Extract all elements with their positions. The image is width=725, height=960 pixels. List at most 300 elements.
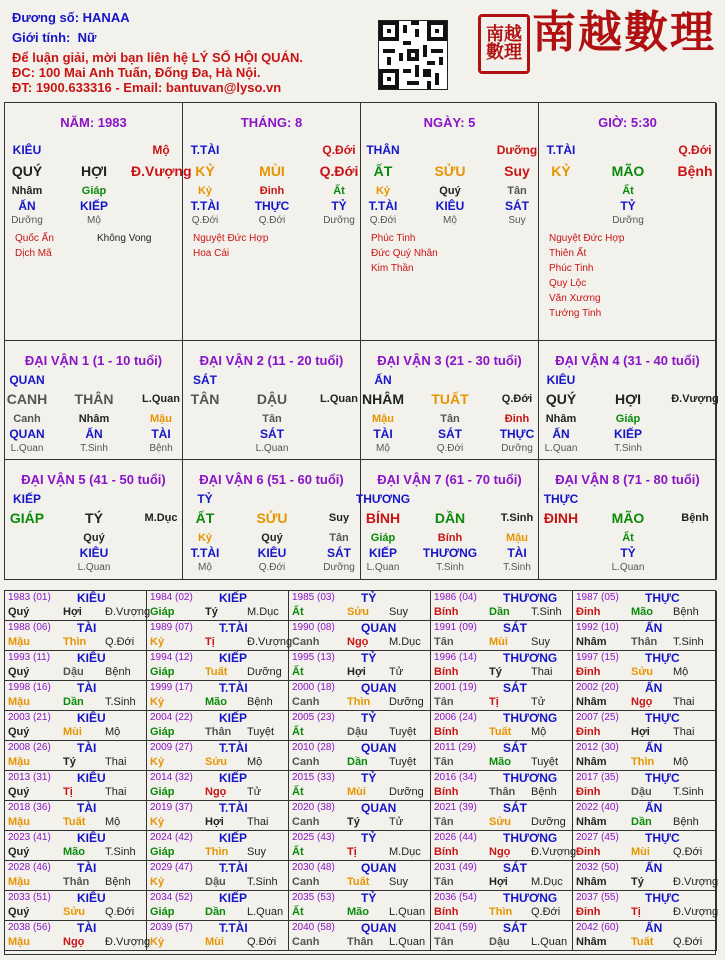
- year-branch: Dậu: [489, 936, 510, 948]
- year-god: TÀI: [77, 681, 97, 695]
- star-name: Thiên Ất: [549, 248, 587, 259]
- pillar-cell-text: ẤT: [373, 163, 393, 179]
- year-cell[interactable]: [5, 681, 147, 711]
- year-cell[interactable]: [5, 771, 147, 801]
- year-god: QUAN: [361, 921, 397, 935]
- dai-van-5[interactable]: [5, 460, 183, 580]
- hidden-god: TỶ: [620, 546, 636, 560]
- dai-van-1[interactable]: [5, 341, 183, 460]
- hidden-god: THỰC: [499, 427, 535, 441]
- dai-van-stem: BÍNH: [365, 510, 401, 526]
- year-stem: Ất: [292, 786, 304, 798]
- year-cell[interactable]: [147, 861, 289, 891]
- year-label: 2025 (43): [292, 832, 335, 843]
- year-label: 2007 (25): [576, 712, 619, 723]
- year-branch: Mão: [205, 696, 227, 708]
- hidden-phase: L.Quan: [255, 443, 289, 454]
- year-cell[interactable]: [573, 591, 717, 621]
- year-cell[interactable]: [147, 921, 289, 951]
- year-god: QUAN: [361, 741, 397, 755]
- hidden-stem: Ất: [622, 532, 634, 544]
- year-cell[interactable]: [431, 651, 573, 681]
- year-branch: Hợi: [347, 666, 366, 678]
- year-label: 2027 (45): [576, 832, 619, 843]
- year-stem: Giáp: [150, 846, 175, 858]
- year-god: TỶ: [361, 831, 377, 845]
- year-phase: T.Sinh: [673, 786, 704, 798]
- year-phase: Bệnh: [247, 696, 273, 708]
- year-god: KIẾP: [219, 651, 248, 665]
- year-stem: Bính: [434, 606, 459, 618]
- year-phase: Bệnh: [673, 606, 699, 618]
- hidden-stem: Mậu: [372, 413, 394, 425]
- year-cell[interactable]: [573, 621, 717, 651]
- year-label: 2041 (59): [434, 922, 477, 933]
- year-phase: Tử: [389, 816, 404, 828]
- year-label: 1986 (04): [434, 592, 477, 603]
- year-phase: Thai: [673, 696, 695, 708]
- pillar-cell-text: QUÝ: [11, 163, 43, 179]
- year-cell[interactable]: [431, 861, 573, 891]
- pillar-cell-text: Suy: [504, 163, 530, 179]
- year-stem: Nhâm: [576, 876, 607, 888]
- star-name: Văn Xương: [549, 293, 601, 304]
- year-god: T.TÀI: [219, 681, 248, 695]
- dai-van-god: QUAN: [9, 373, 45, 387]
- year-cell[interactable]: [147, 891, 289, 921]
- year-stem: Đinh: [576, 666, 601, 678]
- year-god: T.TÀI: [219, 921, 248, 935]
- year-cell[interactable]: [5, 621, 147, 651]
- pillar-cell-text: Q.Đới: [369, 215, 397, 226]
- pillar-cell-text: ẤN: [18, 199, 36, 213]
- year-cell[interactable]: [5, 861, 147, 891]
- year-stem: Quý: [8, 666, 30, 678]
- year-god: SÁT: [503, 621, 527, 635]
- dai-van-branch: SỬU: [256, 510, 288, 526]
- year-phase: Tuyệt: [389, 726, 417, 738]
- year-cell[interactable]: [431, 711, 573, 741]
- hidden-god: SÁT: [438, 427, 462, 441]
- dai-van-phase: L.Quan: [320, 393, 358, 405]
- year-phase: Bệnh: [531, 786, 557, 798]
- dai-van-title: ĐẠI VẬN 3 (21 - 30 tuổi): [377, 353, 522, 368]
- year-cell[interactable]: [289, 861, 431, 891]
- star-name: Hoa Cái: [193, 248, 230, 259]
- year-cell[interactable]: [5, 711, 147, 741]
- year-phase: Q.Đới: [673, 936, 703, 948]
- year-phase: Mộ: [105, 816, 121, 828]
- year-god: SÁT: [503, 921, 527, 935]
- hidden-stem: Tân: [262, 413, 282, 425]
- year-branch: Tị: [63, 786, 73, 798]
- pillar-2: [183, 103, 361, 341]
- year-cell[interactable]: [573, 741, 717, 771]
- year-stem: Kỷ: [150, 936, 165, 948]
- year-phase: Tử: [247, 786, 262, 798]
- year-cell[interactable]: [431, 801, 573, 831]
- year-cell[interactable]: [5, 891, 147, 921]
- year-cell[interactable]: [289, 741, 431, 771]
- year-god: KIÊU: [77, 771, 106, 785]
- year-label: 1994 (12): [150, 652, 193, 663]
- year-cell[interactable]: [5, 591, 151, 621]
- dai-van-stem: ĐINH: [543, 510, 579, 526]
- dai-van-stem: TÂN: [190, 391, 220, 407]
- dai-van-branch: DẬU: [256, 391, 288, 407]
- year-cell[interactable]: [573, 771, 717, 801]
- pillar-cell-text: Dưỡng: [323, 215, 355, 226]
- year-cell[interactable]: [431, 681, 573, 711]
- star-name: Không Vong: [97, 233, 152, 244]
- year-branch: Dần: [631, 816, 652, 828]
- hidden-stem: Giáp: [615, 413, 641, 425]
- year-branch: Hợi: [205, 816, 224, 828]
- year-cell[interactable]: [147, 741, 289, 771]
- hidden-god: KIÊU: [257, 546, 287, 560]
- year-stem: Bính: [434, 786, 459, 798]
- header: [0, 0, 720, 100]
- hidden-god: QUAN: [9, 427, 45, 441]
- year-cell[interactable]: [573, 831, 717, 861]
- hidden-phase: Bệnh: [149, 443, 173, 454]
- year-cell[interactable]: [289, 591, 431, 621]
- year-branch: Hợi: [631, 726, 650, 738]
- dai-van-3[interactable]: [361, 341, 539, 460]
- year-label: 1989 (07): [150, 622, 193, 633]
- year-phase: M.Dục: [389, 636, 421, 648]
- pillar-cell-text: Kỷ: [375, 185, 391, 197]
- year-branch: Ngọ: [631, 696, 653, 708]
- year-branch: Mão: [63, 846, 85, 858]
- year-branch: Sửu: [347, 606, 370, 618]
- year-stem: Kỷ: [150, 636, 165, 648]
- year-cell[interactable]: [147, 711, 289, 741]
- hidden-phase: T.Sinh: [436, 562, 464, 573]
- year-cell[interactable]: [5, 651, 147, 681]
- year-cell[interactable]: [289, 621, 431, 651]
- hidden-phase: T.Sinh: [614, 443, 642, 454]
- year-branch: Thân: [205, 726, 232, 738]
- pillar-cell-text: Tân: [507, 185, 527, 197]
- year-god: TỶ: [361, 771, 377, 785]
- pillar-cell-text: HỢI: [81, 163, 107, 179]
- year-stem: Nhâm: [576, 936, 607, 948]
- year-cell[interactable]: [431, 921, 573, 951]
- dai-van-phase: Đ.Vượng: [671, 393, 719, 405]
- year-phase: M.Dục: [247, 606, 279, 618]
- pillar-cell-text: Ất: [622, 185, 634, 197]
- pillar-cell-text: Q.Đới: [191, 215, 219, 226]
- year-god: TÀI: [77, 621, 97, 635]
- year-cell[interactable]: [289, 651, 431, 681]
- phone-email-line[interactable]: ĐT: 1900.633316 - Email: bantuvan@lyso.vn: [12, 80, 282, 95]
- year-cell[interactable]: [289, 771, 431, 801]
- year-branch: Dần: [63, 696, 84, 708]
- dai-van-phase: Suy: [328, 512, 350, 524]
- year-cell[interactable]: [5, 921, 151, 951]
- year-phase: T.Sinh: [247, 876, 278, 888]
- dai-van-god: KIẾP: [12, 492, 41, 506]
- gender-label: Giới tính:: [12, 30, 71, 45]
- year-stem: Tân: [434, 876, 454, 888]
- year-god: THỰC: [645, 831, 680, 845]
- dai-van-branch: TÝ: [85, 510, 103, 526]
- pillar-cell-text: Giáp: [81, 185, 107, 197]
- hidden-god: KIÊU: [79, 546, 109, 560]
- year-cell[interactable]: [573, 861, 717, 891]
- year-stem: Ất: [292, 726, 304, 738]
- year-stem: Mậu: [8, 696, 30, 708]
- year-stem: Mậu: [8, 876, 30, 888]
- dai-van-8[interactable]: [539, 460, 717, 580]
- year-branch: Dần: [205, 906, 226, 918]
- year-stem: Ất: [292, 606, 304, 618]
- year-label: 2031 (49): [434, 862, 477, 873]
- year-stem: Quý: [8, 846, 30, 858]
- pillar-cell-text: KỶ: [551, 163, 571, 179]
- hidden-god: TÀI: [507, 546, 527, 560]
- hidden-stem: Tân: [440, 413, 460, 425]
- year-stem: Giáp: [150, 606, 175, 618]
- hidden-stem: Kỷ: [197, 532, 213, 544]
- year-cell[interactable]: [431, 831, 577, 861]
- year-label: 2038 (56): [8, 922, 51, 933]
- year-stem: Canh: [292, 756, 320, 768]
- year-stem: Giáp: [150, 666, 175, 678]
- pillar-cell-text: KIÊU: [435, 199, 465, 213]
- dai-van-phase: Bệnh: [681, 512, 709, 524]
- year-god: THƯƠNG: [503, 711, 558, 725]
- dai-van-7[interactable]: [355, 460, 539, 580]
- pillar-4: [539, 103, 717, 341]
- year-cell[interactable]: [573, 891, 717, 921]
- year-god: TÀI: [77, 801, 97, 815]
- year-branch: Mùi: [489, 636, 508, 648]
- year-branch: Tý: [489, 666, 502, 678]
- year-branch: Hợi: [489, 876, 508, 888]
- year-branch: Tị: [631, 906, 641, 918]
- star-name: Phúc Tinh: [371, 233, 416, 244]
- year-label: 1990 (08): [292, 622, 335, 633]
- year-branch: Thìn: [489, 906, 513, 918]
- year-phase: Bệnh: [673, 816, 699, 828]
- year-cell[interactable]: [147, 801, 289, 831]
- year-stem: Mậu: [8, 936, 30, 948]
- hidden-stem: Quý: [261, 532, 283, 544]
- year-branch: Dần: [489, 606, 510, 618]
- year-phase: L.Quan: [531, 936, 568, 948]
- year-cell[interactable]: [573, 711, 717, 741]
- year-label: 2033 (51): [8, 892, 51, 903]
- pillar-cell-text: Đinh: [259, 185, 285, 197]
- year-stem: Kỷ: [150, 696, 165, 708]
- year-branch: Mùi: [63, 726, 82, 738]
- year-god: SÁT: [503, 681, 527, 695]
- pillar-cell-text: Q.Đới: [258, 215, 286, 226]
- year-stem: Quý: [8, 786, 30, 798]
- year-god: ẤN: [645, 681, 663, 695]
- year-cell[interactable]: [431, 891, 573, 921]
- year-cell[interactable]: [573, 921, 717, 951]
- year-cell[interactable]: [431, 771, 573, 801]
- pillar-cell-text: Mộ: [87, 215, 101, 226]
- pillar-cell-text: T.TÀI: [190, 199, 220, 213]
- year-stem: Kỷ: [150, 756, 165, 768]
- year-branch: Mão: [489, 756, 511, 768]
- year-label: 1988 (06): [8, 622, 51, 633]
- year-god: KIÊU: [77, 831, 106, 845]
- pillar-cell-text: SỬU: [434, 163, 466, 179]
- hidden-phase: L.Quan: [544, 443, 578, 454]
- dai-van-god: KIÊU: [546, 373, 576, 387]
- year-phase: Mộ: [105, 726, 121, 738]
- year-label: 1995 (13): [292, 652, 335, 663]
- year-label: 2011 (29): [434, 742, 477, 753]
- pillar-cell-text: KIẾP: [79, 199, 108, 213]
- year-god: QUAN: [361, 621, 397, 635]
- dai-van-god: THƯƠNG: [355, 492, 411, 506]
- year-branch: Tý: [205, 606, 218, 618]
- year-cell[interactable]: [431, 621, 573, 651]
- year-cell[interactable]: [289, 801, 431, 831]
- year-cell[interactable]: [147, 651, 289, 681]
- dai-van-branch: THÂN: [74, 391, 114, 407]
- dai-van-2[interactable]: [183, 341, 361, 460]
- year-cell[interactable]: [5, 831, 147, 861]
- dai-van-4[interactable]: [539, 341, 717, 460]
- pillar-cell-text: Mộ: [152, 143, 170, 157]
- year-label: 2018 (36): [8, 802, 51, 813]
- year-god: KIẾP: [219, 771, 248, 785]
- hidden-god: T.TÀI: [190, 546, 220, 560]
- year-cell[interactable]: [289, 891, 431, 921]
- pillar-cell-text: Q.Đới: [319, 163, 359, 179]
- year-phase: T.Sinh: [105, 846, 136, 858]
- year-branch: Mão: [347, 906, 369, 918]
- hidden-phase: L.Quan: [77, 562, 111, 573]
- year-cell[interactable]: [573, 681, 717, 711]
- year-god: T.TÀI: [219, 861, 248, 875]
- year-branch: Dần: [347, 756, 368, 768]
- pillar-cell-text: Q.Đới: [322, 143, 356, 157]
- year-branch: Tị: [347, 846, 357, 858]
- star-name: Tướng Tinh: [549, 308, 602, 319]
- year-cell[interactable]: [431, 591, 573, 621]
- year-cell[interactable]: [573, 651, 717, 681]
- year-god: KIẾP: [219, 711, 248, 725]
- pillar-title: NĂM: 1983: [60, 115, 127, 130]
- year-stem: Tân: [434, 636, 454, 648]
- year-god: KIẾP: [219, 591, 248, 605]
- year-stem: Kỷ: [150, 876, 165, 888]
- pillar-cell-text: T.TÀI: [546, 143, 576, 157]
- dai-van-6[interactable]: [183, 460, 361, 580]
- gender-value: Nữ: [77, 30, 97, 45]
- year-phase: T.Sinh: [531, 606, 562, 618]
- hidden-god: THƯƠNG: [422, 546, 478, 560]
- year-cell[interactable]: [431, 741, 573, 771]
- year-god: ẤN: [645, 861, 663, 875]
- year-stem: Ất: [292, 666, 304, 678]
- dai-van-god: ẤN: [374, 373, 392, 387]
- year-cell[interactable]: [289, 711, 431, 741]
- pillar-cell-text: TỶ: [620, 199, 636, 213]
- year-label: 1999 (17): [150, 682, 193, 693]
- year-label: 2004 (22): [150, 712, 193, 723]
- year-phase: Tử: [531, 696, 546, 708]
- year-branch: Thìn: [63, 636, 87, 648]
- year-label: 1985 (03): [292, 592, 335, 603]
- year-stem: Kỷ: [150, 816, 165, 828]
- year-branch: Thân: [489, 786, 516, 798]
- year-cell[interactable]: [573, 801, 717, 831]
- year-phase: Mộ: [531, 726, 547, 738]
- year-branch: Mùi: [347, 786, 366, 798]
- year-branch: Tuất: [347, 876, 370, 888]
- year-cell[interactable]: [147, 771, 289, 801]
- hidden-phase: T.Sinh: [80, 443, 108, 454]
- pillar-cell-text: Ất: [333, 185, 345, 197]
- pillar-cell-text: T.TÀI: [190, 143, 220, 157]
- yearly-grid: [4, 590, 719, 955]
- pillar-cell-text: KIÊU: [12, 143, 42, 157]
- pillar-cell-text: Mộ: [443, 215, 457, 226]
- hidden-phase: L.Quan: [611, 562, 645, 573]
- year-cell[interactable]: [147, 591, 289, 621]
- pillar-cell-text: MÃO: [611, 163, 645, 179]
- year-cell[interactable]: [289, 681, 431, 711]
- year-cell[interactable]: [147, 831, 289, 861]
- year-stem: Bính: [434, 846, 459, 858]
- hidden-phase: Dưỡng: [323, 562, 355, 573]
- year-stem: Nhâm: [576, 816, 607, 828]
- year-cell[interactable]: [289, 831, 431, 861]
- year-phase: Q.Đới: [247, 936, 277, 948]
- hidden-stem: Đinh: [504, 413, 530, 425]
- year-cell[interactable]: [5, 741, 147, 771]
- pillar-title: GIỜ: 5:30: [598, 115, 657, 130]
- year-god: KIÊU: [77, 891, 106, 905]
- year-label: 2012 (30): [576, 742, 619, 753]
- year-phase: Tử: [389, 666, 404, 678]
- year-stem: Đinh: [576, 846, 601, 858]
- dai-van-stem: GIÁP: [9, 510, 45, 526]
- dai-van-title: ĐẠI VẬN 7 (61 - 70 tuổi): [377, 472, 522, 487]
- year-god: TÀI: [77, 921, 97, 935]
- year-stem: Ất: [292, 906, 304, 918]
- year-branch: Tuất: [489, 726, 512, 738]
- dai-van-branch: DẦN: [434, 510, 466, 526]
- year-label: 2005 (23): [292, 712, 335, 723]
- year-cell[interactable]: [5, 801, 147, 831]
- year-cell[interactable]: [289, 921, 431, 951]
- address-line: ĐC: 100 Mai Anh Tuấn, Đống Đa, Hà Nội.: [12, 65, 261, 80]
- year-cell[interactable]: [147, 681, 289, 711]
- year-phase: M.Dục: [389, 846, 421, 858]
- year-stem: Quý: [8, 906, 30, 918]
- star-name: Kim Thần: [371, 263, 414, 274]
- year-stem: Quý: [8, 726, 30, 738]
- year-stem: Giáp: [150, 726, 175, 738]
- hidden-stem: Mậu: [150, 413, 172, 425]
- star-name: Nguyệt Đức Hợp: [549, 233, 625, 244]
- year-label: 2042 (60): [576, 922, 619, 933]
- year-cell[interactable]: [147, 621, 293, 651]
- year-label: 2003 (21): [8, 712, 51, 723]
- year-branch: Sửu: [631, 666, 654, 678]
- year-stem: Mậu: [8, 636, 30, 648]
